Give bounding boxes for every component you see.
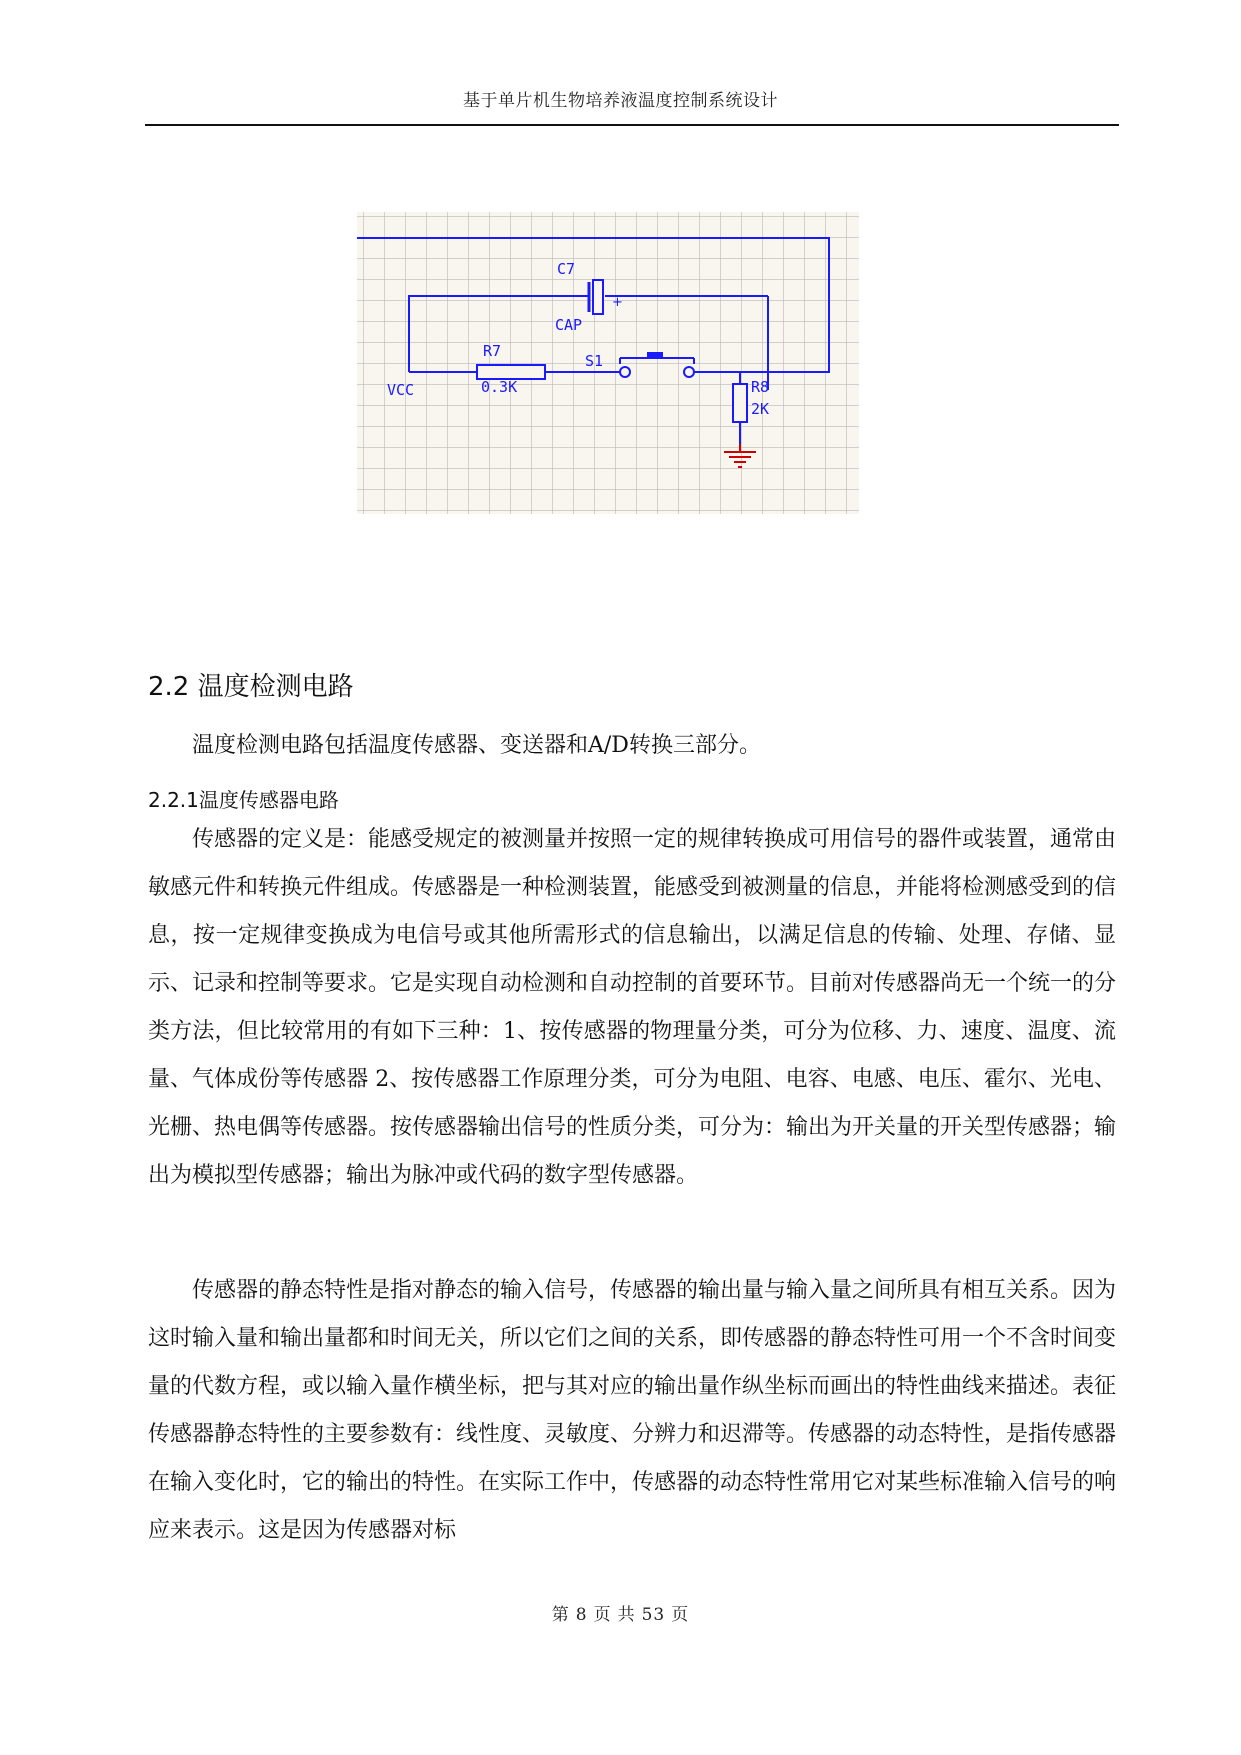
grid-lines bbox=[357, 212, 859, 514]
running-header: 基于单片机生物培养液温度控制系统设计 bbox=[463, 91, 778, 111]
footer-page-unit: 页 bbox=[593, 1605, 612, 1625]
label-vcc: VCC bbox=[387, 381, 415, 399]
section-heading: 2.2 温度检测电路 bbox=[148, 672, 354, 702]
footer-page-number: 8 bbox=[575, 1605, 588, 1625]
resistor-r7 bbox=[477, 365, 545, 379]
page-footer bbox=[0, 1600, 1241, 1625]
circuit-figure bbox=[357, 212, 859, 514]
label-s1: S1 bbox=[585, 352, 604, 370]
label-cap: CAP bbox=[555, 316, 583, 334]
label-r7: R7 bbox=[483, 342, 502, 360]
resistor-r8 bbox=[733, 384, 747, 422]
footer-total-unit: 页 bbox=[671, 1605, 690, 1625]
label-c7: C7 bbox=[557, 260, 576, 278]
subsection-heading: 2.2.1温度传感器电路 bbox=[148, 788, 339, 812]
label-r7-value: 0.3K bbox=[481, 378, 518, 396]
body-paragraph-2: 传感器的静态特性是指对静态的输入信号，传感器的输出量与输入量之间所具有相互关系。因为这时输入量和输出量都和时间无关，所以它们之间的关系，即传感器的静态特性可用一个不含时间变量的代数方程，或以输入量作横坐标，把与其对应的输出量作纵坐标而画出的特性曲线来描述。表征传感器静态特性的主要参数有：线性度、灵敏度、分辨力和迟滞等。传感器的动态特性，是指传感器在输入变化时，它的输出的特性。在实际工作中，传感器的动态特性常用它对某些标准输入信号的响应来表示。这是因为传感器对标 bbox=[148, 1278, 1117, 1543]
body-paragraph-1: 传感器的定义是：能感受规定的被测量并按照一定的规律转换成可用信号的器件或装置，通常由敏感元件和转换元件组成。传感器是一种检测装置，能感受到被测量的信息，并能将检测感受到的信息，按一定规律变换成为电信号或其他所需形式的信息输出，以满足信息的传输、处理、存储、显示、记录和控制等要求。它是实现自动检测和自动控制的首要环节。目前对传感器尚无一个统一的分类方法，但比较常用的有如下三种：1、按传感器的物理量分类，可分为位移、力、速度、温度、流量、气体成份等传感器 2、按传感器工作原理分类，可分为电阻、电容、电感、电压、霍尔、光电、光栅、热电偶等传感器。按传感器输出信号的性质分类，可分为：输出为开关量的开关型传感器；输出为模拟型传感器；输出为脉冲或代码的数字型传感器。 bbox=[148, 827, 1117, 1188]
footer-prefix: 第 bbox=[551, 1605, 570, 1625]
circuit-diagram bbox=[357, 212, 859, 514]
footer-total-pages: 53 bbox=[641, 1605, 666, 1625]
section-intro: 温度检测电路包括温度传感器、变送器和A/D转换三部分。 bbox=[192, 733, 761, 758]
footer-total-prefix: 共 bbox=[617, 1605, 636, 1625]
label-r8: R8 bbox=[751, 378, 770, 396]
header-rule bbox=[145, 124, 1119, 126]
capacitor-plus-label: + bbox=[612, 295, 623, 310]
label-r8-value: 2K bbox=[751, 400, 770, 418]
